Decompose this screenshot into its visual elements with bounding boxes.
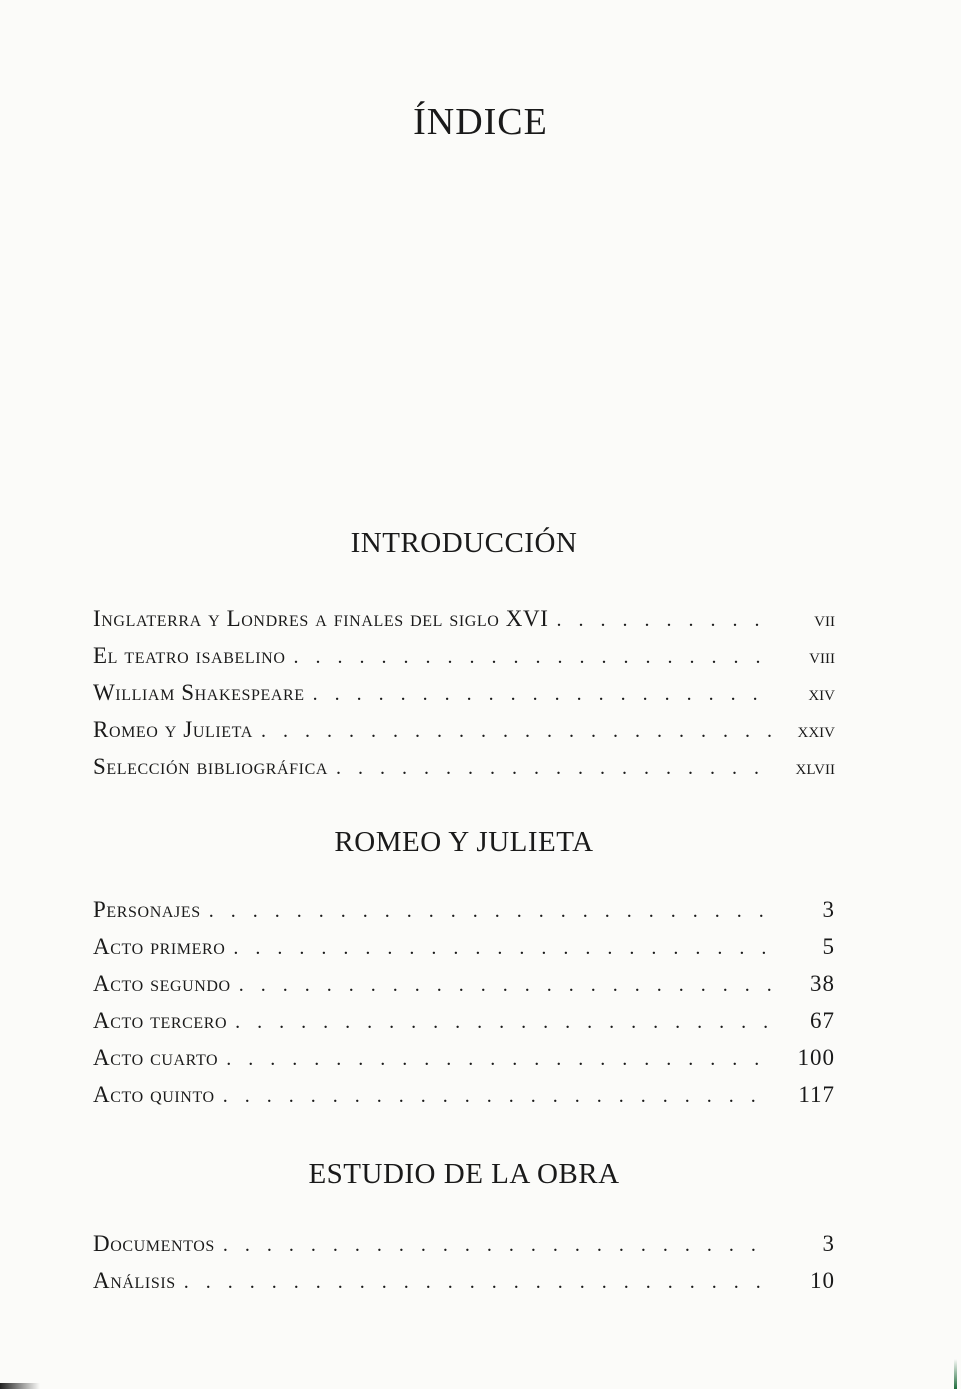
toc-entry[interactable] bbox=[93, 606, 835, 643]
toc-page-number: xxiv bbox=[797, 718, 835, 742]
toc-page-number: 3 bbox=[822, 897, 835, 922]
dot-leader bbox=[209, 900, 771, 923]
dot-leader bbox=[556, 609, 771, 632]
toc-page-number: 10 bbox=[810, 1268, 835, 1293]
section-heading: INTRODUCCIÓN bbox=[350, 527, 578, 559]
toc-entry-label: Acto cuarto bbox=[93, 1045, 219, 1070]
section-romeo-y-julieta bbox=[93, 826, 835, 1119]
dot-leader bbox=[184, 1271, 771, 1294]
toc-entry[interactable] bbox=[93, 717, 835, 754]
toc-entry-label: Acto quinto bbox=[93, 1082, 215, 1107]
toc-entry[interactable] bbox=[93, 1082, 835, 1119]
toc-page-number: 67 bbox=[810, 1008, 835, 1033]
section-estudio-de-la-obra bbox=[93, 1158, 835, 1305]
dot-leader bbox=[226, 1048, 771, 1071]
toc-entry-label: Personajes bbox=[93, 897, 201, 922]
dot-leader bbox=[313, 683, 771, 706]
toc-page-number: 3 bbox=[822, 1231, 835, 1256]
toc-entry-label: William Shakespeare bbox=[93, 680, 305, 705]
section-heading: ESTUDIO DE LA OBRA bbox=[308, 1158, 620, 1190]
dot-leader bbox=[223, 1085, 771, 1108]
toc-page-number: 117 bbox=[798, 1082, 835, 1107]
toc-entry-label: Documentos bbox=[93, 1231, 215, 1256]
toc-page-number: 5 bbox=[822, 934, 835, 959]
toc-page-number: xiv bbox=[808, 681, 835, 705]
toc-entry[interactable] bbox=[93, 1045, 835, 1082]
page-title: ÍNDICE bbox=[413, 101, 548, 143]
toc-entry[interactable] bbox=[93, 680, 835, 717]
toc-entry-label: Romeo y Julieta bbox=[93, 717, 253, 742]
toc-entry[interactable] bbox=[93, 1268, 835, 1305]
toc-entry[interactable] bbox=[93, 897, 835, 934]
section-introduccion bbox=[93, 527, 835, 791]
toc-entry-label: El teatro isabelino bbox=[93, 643, 286, 668]
toc-page-number: xlvii bbox=[795, 755, 835, 779]
dot-leader bbox=[294, 646, 772, 669]
toc-entry[interactable] bbox=[93, 1231, 835, 1268]
page-edge-mark bbox=[954, 1359, 957, 1389]
toc-page-number: 100 bbox=[797, 1045, 835, 1070]
toc-entry[interactable] bbox=[93, 934, 835, 971]
toc-list bbox=[93, 1231, 835, 1305]
toc-entry[interactable] bbox=[93, 643, 835, 680]
dot-leader bbox=[336, 757, 771, 780]
toc-page-number: viii bbox=[809, 644, 835, 668]
dot-leader bbox=[235, 1011, 771, 1034]
toc-entry-label: Acto primero bbox=[93, 934, 226, 959]
toc-entry[interactable] bbox=[93, 971, 835, 1008]
toc-entry-label: Análisis bbox=[93, 1268, 176, 1293]
toc-list bbox=[93, 897, 835, 1119]
dot-leader bbox=[223, 1234, 771, 1257]
toc-list bbox=[93, 606, 835, 791]
toc-entry-label: Acto tercero bbox=[93, 1008, 228, 1033]
toc-page-number: 38 bbox=[810, 971, 835, 996]
section-heading: ROMEO Y JULIETA bbox=[334, 826, 594, 858]
dot-leader bbox=[239, 974, 771, 997]
toc-entry-label: Acto segundo bbox=[93, 971, 231, 996]
toc-entry-label: Inglaterra y Londres a finales del siglo XVI bbox=[93, 606, 549, 631]
toc-page-number: vii bbox=[814, 607, 835, 631]
toc-entry[interactable] bbox=[93, 1008, 835, 1045]
page-corner-shadow bbox=[0, 1383, 40, 1389]
dot-leader bbox=[261, 720, 771, 743]
toc-entry-label: Selección bibliográfica bbox=[93, 754, 329, 779]
dot-leader bbox=[233, 937, 771, 960]
toc-entry[interactable] bbox=[93, 754, 835, 791]
